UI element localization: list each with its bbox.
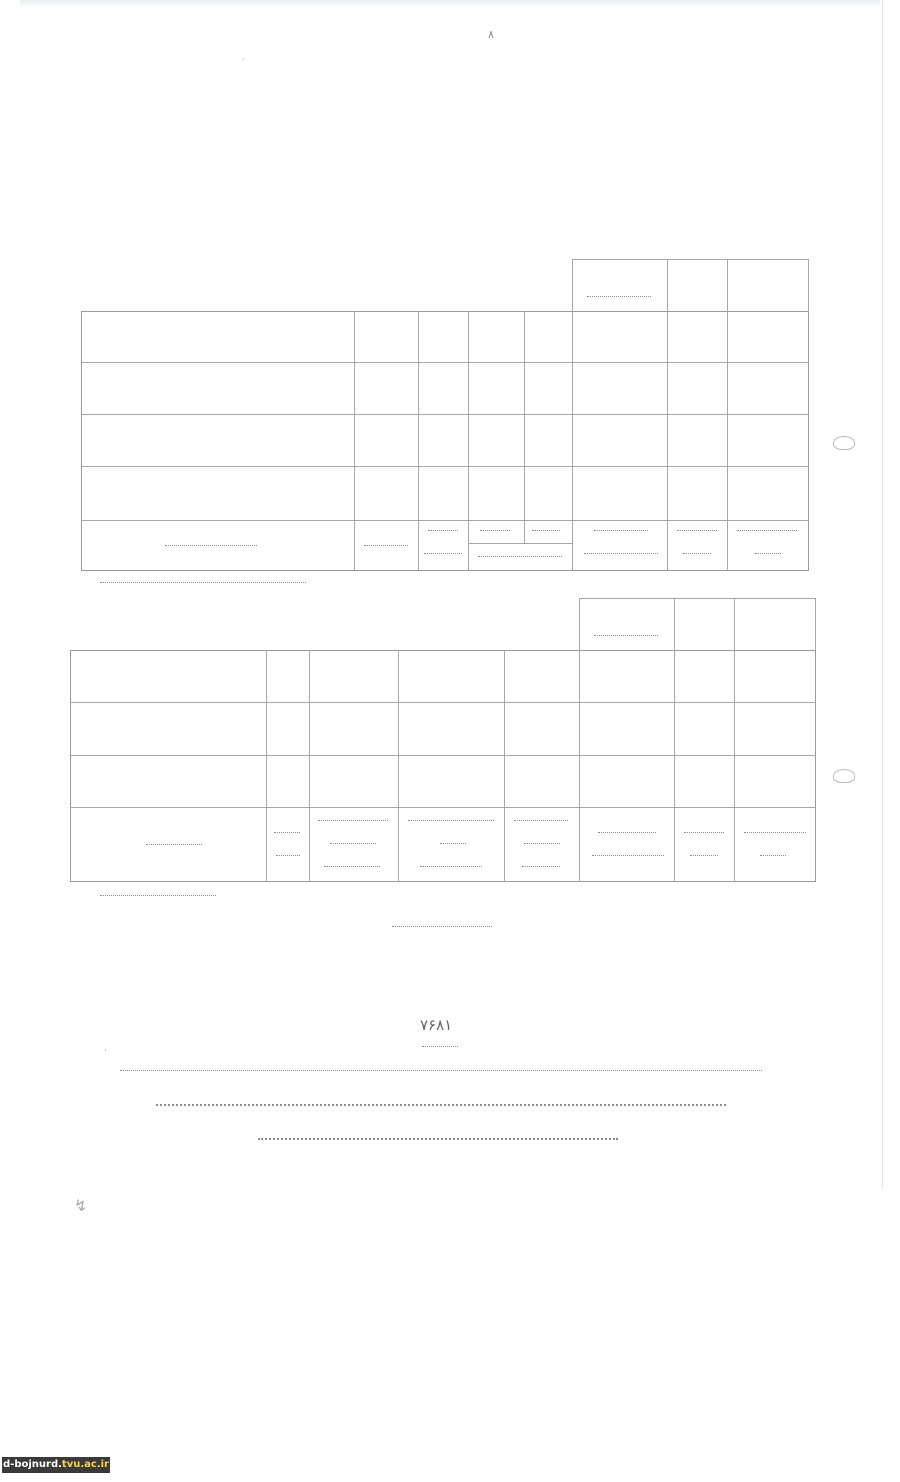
notes-label-illegible [392, 926, 492, 927]
footer-text-line-illegible [156, 1104, 726, 1106]
page-edge [14, 0, 883, 1190]
footer-text-line-illegible [258, 1138, 618, 1140]
table1-header-text-illegible [737, 530, 797, 531]
table2-header-text-illegible [690, 855, 718, 856]
table-column-divider [266, 650, 267, 882]
table1-header-cell [727, 259, 809, 312]
table2-caption-illegible [100, 895, 216, 896]
table1-header-text-illegible [532, 530, 560, 531]
table-row [70, 702, 816, 703]
table1-header-cell [667, 259, 728, 312]
table2-header-text-illegible [330, 843, 376, 844]
table2-header-cell [734, 598, 816, 651]
table-column-divider [354, 311, 355, 571]
table2-header-text-illegible [440, 843, 466, 844]
table1-header-text-illegible [755, 553, 781, 554]
table-column-divider [468, 311, 469, 571]
table1-header-text-illegible [594, 530, 648, 531]
table2-header-cell [674, 598, 735, 651]
table2-header-text-illegible [598, 832, 656, 833]
table1-header-text-illegible [428, 530, 458, 531]
table2-header-text-illegible [514, 820, 568, 821]
table-row [81, 466, 809, 467]
footer-text-line-illegible [120, 1070, 762, 1071]
table2-header-text-illegible [684, 832, 724, 833]
table1-body [81, 311, 809, 571]
scan-corner-mark: ↯ [74, 1196, 88, 1215]
table1-header-text-illegible [677, 530, 717, 531]
table-row [70, 755, 816, 756]
table1-caption-illegible [100, 582, 306, 583]
punch-hole [833, 769, 855, 783]
top-page-mark: ۸ [488, 28, 494, 41]
table2-header-text-illegible [420, 866, 482, 867]
table1-header-text-illegible [364, 545, 408, 546]
scan-speck: · [104, 1046, 107, 1056]
table-row [70, 807, 816, 808]
table2-header-text-illegible [274, 832, 300, 833]
table-column-divider [674, 650, 675, 882]
table-column-divider [398, 650, 399, 882]
site-watermark: d-bojnurd.tvu.ac.ir [2, 1457, 110, 1473]
table-column-divider [727, 311, 728, 571]
form-number: ۷۶۸۱ [420, 1016, 453, 1034]
table2-header-group-cell [579, 598, 675, 651]
table-row [81, 362, 809, 363]
table2-header-text-illegible [146, 844, 202, 845]
table2-header-text-illegible [318, 820, 388, 821]
table2-header-text-illegible [760, 855, 786, 856]
table1-header-text-illegible [478, 556, 562, 557]
table2-header-text-illegible [408, 820, 494, 821]
scan-speck: · [242, 55, 245, 65]
table1-header-text-illegible [165, 545, 257, 546]
table1-header-text-illegible [584, 553, 658, 554]
table1-header-text-illegible [683, 553, 711, 554]
table-column-divider [572, 311, 573, 571]
table-subheader-divider [468, 543, 572, 544]
table1-header-group-cell [572, 259, 668, 312]
table-column-divider [579, 650, 580, 882]
punch-hole [833, 436, 855, 450]
table2-header-text-illegible [744, 832, 806, 833]
table1-header-text-illegible [424, 553, 462, 554]
table-column-divider [734, 650, 735, 882]
table2-header-text-illegible [524, 843, 560, 844]
table2-header-text-illegible [592, 855, 664, 856]
table-column-divider [504, 650, 505, 882]
table-row [81, 520, 809, 521]
table1-header-text-illegible [480, 530, 510, 531]
table-column-divider [418, 311, 419, 571]
table2-header-text-illegible [276, 855, 300, 856]
table-column-divider [667, 311, 668, 571]
table2-header-text-illegible [324, 866, 380, 867]
form-number-sub-illegible [422, 1046, 458, 1047]
table-row [81, 414, 809, 415]
table2-body [70, 650, 816, 882]
table-column-divider [524, 311, 525, 543]
table2-header-text-illegible [522, 866, 560, 867]
table-column-divider [309, 650, 310, 882]
